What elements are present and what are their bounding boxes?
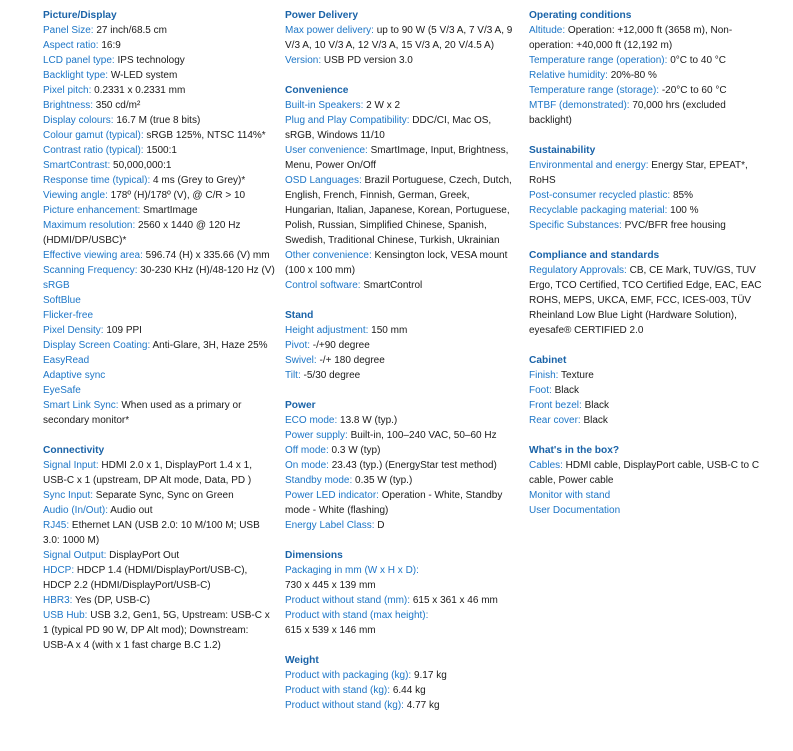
spec-value: CB, CE Mark, TUV/GS, TUV Ergo, TCO Certified, TCO Certified Edge, EAC, EAC ROHS, MEPS, UKCA, EMF, FCC, ICES-003, TÜV Rheinland Low Blue Light (Hardware Solution), eyesafe® CERTIFIED 2.0: [529, 265, 762, 336]
spec-value: Anti-Glare, 3H, Haze 25%: [150, 340, 268, 351]
section-dimensions: [285, 548, 519, 638]
spec-label: Standby mode:: [285, 475, 353, 486]
spec-value: 16:9: [98, 40, 121, 51]
section-heading: Sustainability: [529, 145, 596, 156]
spec-row: [285, 683, 519, 698]
spec-row: [285, 608, 519, 623]
column-left: [43, 8, 275, 668]
spec-label: Brightness:: [43, 100, 94, 111]
spec-value: USB 3.2, Gen1, 5G, Upstream: USB-C x 1 (typical PD 90 W, DP Alt mod); Downstream: USB-A x 4 (with x 1 fast charge B.C 1.2): [43, 610, 270, 651]
spec-value: Black: [581, 400, 610, 411]
spec-value: 2560 x 1440 @ 120 Hz (HDMI/DP/USBC)*: [43, 220, 241, 246]
spec-row: [529, 203, 769, 218]
spec-row: [285, 23, 519, 53]
spec-label: sRGB: [43, 280, 70, 291]
spec-row: [43, 368, 275, 383]
spec-row: [43, 458, 275, 488]
spec-label: Monitor with stand: [529, 490, 611, 501]
spec-value: Audio out: [108, 505, 153, 516]
spec-row: [285, 428, 519, 443]
spec-label: HDCP:: [43, 565, 75, 576]
spec-value: Energy Star, EPEAT*, RoHS: [529, 160, 748, 186]
spec-value: HDMI 2.0 x 1, DisplayPort 1.4 x 1, USB-C x 1 (upstream, DP Alt mode, Data, PD ): [43, 460, 252, 486]
spec-label: Signal Output:: [43, 550, 107, 561]
section-stand: [285, 308, 519, 383]
spec-label: Product with stand (max height):: [285, 610, 429, 621]
spec-value: Black: [551, 385, 580, 396]
section-heading: Picture/Display: [43, 10, 117, 21]
section-heading: Dimensions: [285, 550, 343, 561]
section-weight: [285, 653, 519, 713]
spec-label: Flicker-free: [43, 310, 94, 321]
section-heading: Convenience: [285, 85, 349, 96]
column-right: [529, 8, 769, 533]
spec-row: [43, 128, 275, 143]
spec-label: Response time (typical):: [43, 175, 151, 186]
spec-label: Picture enhancement:: [43, 205, 141, 216]
spec-value: -/+ 180 degree: [316, 355, 385, 366]
spec-label: Finish:: [529, 370, 559, 381]
spec-row: [285, 53, 519, 68]
spec-label: Display Screen Coating:: [43, 340, 151, 351]
spec-row: [43, 248, 275, 263]
spec-label: Packaging in mm (W x H x D):: [285, 565, 419, 576]
spec-row: [285, 443, 519, 458]
spec-value: When used as a primary or secondary monitor*: [43, 400, 242, 426]
section-heading: What's in the box?: [529, 445, 620, 456]
spec-label: Control software:: [285, 280, 361, 291]
spec-label: Audio (In/Out):: [43, 505, 109, 516]
spec-row: [529, 488, 769, 503]
spec-row: [529, 158, 769, 188]
spec-value: D: [374, 520, 385, 531]
spec-row: [529, 503, 769, 518]
spec-value: 0.2331 x 0.2331 mm: [91, 85, 186, 96]
spec-row: [43, 83, 275, 98]
spec-value: HDCP 1.4 (HDMI/DisplayPort/USB-C), HDCP 2.2 (HDMI/DisplayPort/USB-C): [43, 565, 248, 591]
spec-value: 30-230 KHz (H)/48-120 Hz (V): [137, 265, 275, 276]
spec-label: Effective viewing area:: [43, 250, 143, 261]
section-power: [285, 398, 519, 533]
spec-row: [43, 338, 275, 353]
spec-row: [43, 503, 275, 518]
spec-row: [43, 203, 275, 218]
spec-row: [529, 398, 769, 413]
spec-value: up to 90 W (5 V/3 A, 7 V/3 A, 9 V/3 A, 10 V/3 A, 12 V/3 A, 15 V/3 A, 20 V/4.5 A): [285, 25, 513, 51]
spec-value: -20°C to 60 °C: [659, 85, 727, 96]
section-heading: Compliance and standards: [529, 250, 660, 261]
spec-value: 350 cd/m²: [93, 100, 141, 111]
spec-value: SmartImage: [140, 205, 198, 216]
spec-row: [529, 188, 769, 203]
spec-label: Plug and Play Compatibility:: [285, 115, 410, 126]
spec-row: [285, 113, 519, 143]
spec-value: Black: [580, 415, 608, 426]
section-cabinet: [529, 353, 769, 428]
spec-value: DisplayPort Out: [106, 550, 180, 561]
spec-value: 4 ms (Grey to Grey)*: [150, 175, 246, 186]
spec-label: LCD panel type:: [43, 55, 115, 66]
spec-label: Smart Link Sync:: [43, 400, 119, 411]
spec-row: [43, 518, 275, 548]
spec-label: Foot:: [529, 385, 552, 396]
spec-label: Power supply:: [285, 430, 348, 441]
spec-value: Built-in, 100–240 VAC, 50–60 Hz: [347, 430, 497, 441]
spec-row: [529, 263, 769, 338]
spec-label: Product with stand (kg):: [285, 685, 391, 696]
spec-row: [43, 293, 275, 308]
spec-label: Recyclable packaging material:: [529, 205, 668, 216]
spec-row: [285, 278, 519, 293]
spec-row: [285, 698, 519, 713]
spec-label: OSD Languages:: [285, 175, 362, 186]
spec-label: Viewing angle:: [43, 190, 108, 201]
spec-value: -/+90 degree: [310, 340, 370, 351]
spec-value: 27 inch/68.5 cm: [93, 25, 167, 36]
spec-row: [43, 398, 275, 428]
spec-value: 13.8 W (typ.): [337, 415, 398, 426]
spec-label: User convenience:: [285, 145, 368, 156]
section-heading: Power Delivery: [285, 10, 359, 21]
spec-row: [285, 323, 519, 338]
spec-label: Relative humidity:: [529, 70, 608, 81]
section-heading: Cabinet: [529, 355, 567, 366]
spec-label: Pixel pitch:: [43, 85, 92, 96]
spec-label: Maximum resolution:: [43, 220, 136, 231]
spec-label: Rear cover:: [529, 415, 581, 426]
spec-label: Scanning Frequency:: [43, 265, 138, 276]
spec-label: Altitude:: [529, 25, 566, 36]
spec-value: 6.44 kg: [390, 685, 426, 696]
spec-value: Yes (DP, USB-C): [72, 595, 151, 606]
section-heading: Power: [285, 400, 316, 411]
spec-label: Specific Substances:: [529, 220, 622, 231]
spec-label: ECO mode:: [285, 415, 338, 426]
spec-label: Off mode:: [285, 445, 329, 456]
spec-value: SmartControl: [360, 280, 423, 291]
spec-row: [43, 308, 275, 323]
spec-row: [43, 113, 275, 128]
spec-value: 0°C to 40 °C: [667, 55, 727, 66]
section-connectivity: [43, 443, 275, 653]
spec-row: [43, 23, 275, 38]
spec-label: Colour gamut (typical):: [43, 130, 144, 141]
spec-row: [529, 98, 769, 128]
section-operating-conditions: [529, 8, 769, 128]
spec-row: [285, 518, 519, 533]
spec-row: [285, 173, 519, 248]
spec-row: [285, 248, 519, 278]
spec-label: HBR3:: [43, 595, 73, 606]
spec-row: [285, 473, 519, 488]
spec-label: SoftBlue: [43, 295, 81, 306]
spec-label: Adaptive sync: [43, 370, 106, 381]
spec-value: 109 PPI: [103, 325, 142, 336]
spec-label: Panel Size:: [43, 25, 94, 36]
spec-label: Energy Label Class:: [285, 520, 375, 531]
spec-label: Other convenience:: [285, 250, 372, 261]
spec-row: [43, 488, 275, 503]
spec-value: 4.77 kg: [403, 700, 440, 711]
spec-row: [43, 173, 275, 188]
spec-row: [43, 608, 275, 653]
spec-value: 615 x 539 x 146 mm: [285, 625, 376, 636]
spec-row: [529, 413, 769, 428]
spec-row: [529, 383, 769, 398]
section-heading: Weight: [285, 655, 319, 666]
spec-row: [285, 458, 519, 473]
spec-value: 9.17 kg: [411, 670, 447, 681]
spec-row: [285, 563, 519, 578]
spec-label: USB Hub:: [43, 610, 88, 621]
spec-value: Ethernet LAN (USB 2.0: 10 M/100 M; USB 3.0: 1000 M): [43, 520, 260, 546]
spec-value: Operation: +12,000 ft (3658 m), Non-operation: +40,000 ft (12,192 m): [529, 25, 733, 51]
spec-row: [285, 143, 519, 173]
spec-label: Sync Input:: [43, 490, 94, 501]
spec-label: EyeSafe: [43, 385, 81, 396]
spec-label: Regulatory Approvals:: [529, 265, 627, 276]
spec-row: [285, 413, 519, 428]
spec-value: 2 W x 2: [363, 100, 401, 111]
spec-row: [285, 353, 519, 368]
spec-row: [43, 548, 275, 563]
spec-value: 50,000,000:1: [110, 160, 172, 171]
spec-label: Built-in Speakers:: [285, 100, 364, 111]
spec-row: [43, 188, 275, 203]
spec-row: [43, 38, 275, 53]
spec-label: Backlight type:: [43, 70, 109, 81]
spec-label: Display colours:: [43, 115, 114, 126]
spec-value: Kensington lock, VESA mount (100 x 100 mm): [285, 250, 508, 276]
spec-label: RJ45:: [43, 520, 70, 531]
spec-row: [285, 668, 519, 683]
spec-value: 178º (H)/178º (V), @ C/R > 10: [107, 190, 246, 201]
spec-value: Operation - White, Standby mode - White (flashing): [285, 490, 503, 516]
spec-row: [43, 98, 275, 113]
spec-value: DDC/CI, Mac OS, sRGB, Windows 11/10: [285, 115, 492, 141]
spec-row: [43, 53, 275, 68]
spec-label: On mode:: [285, 460, 329, 471]
spec-label: Environmental and energy:: [529, 160, 649, 171]
spec-row: [285, 368, 519, 383]
spec-value: 23.43 (typ.) (EnergyStar test method): [328, 460, 497, 471]
section-power-delivery: [285, 8, 519, 68]
spec-label: Contrast ratio (typical):: [43, 145, 144, 156]
spec-label: Signal Input:: [43, 460, 99, 471]
spec-row: [43, 353, 275, 368]
spec-row: [285, 98, 519, 113]
section-picture-display: [43, 8, 275, 428]
spec-label: Power LED indicator:: [285, 490, 379, 501]
spec-label: Swivel:: [285, 355, 317, 366]
spec-row: [285, 488, 519, 518]
spec-row: [43, 263, 275, 278]
spec-row: [43, 563, 275, 593]
spec-value: Separate Sync, Sync on Green: [93, 490, 234, 501]
spec-row: [43, 158, 275, 173]
spec-value: 85%: [670, 190, 693, 201]
spec-value: sRGB 125%, NTSC 114%*: [143, 130, 266, 141]
spec-label: Pivot:: [285, 340, 311, 351]
spec-row: [43, 68, 275, 83]
spec-label: Version:: [285, 55, 322, 66]
spec-row: [43, 278, 275, 293]
spec-value: 1500:1: [143, 145, 177, 156]
section-heading: Operating conditions: [529, 10, 632, 21]
spec-row: [43, 383, 275, 398]
spec-row: [43, 143, 275, 158]
spec-label: Tilt:: [285, 370, 301, 381]
spec-value: HDMI cable, DisplayPort cable, USB-C to C cable, Power cable: [529, 460, 760, 486]
spec-value: Brazil Portuguese, Czech, Dutch, English, French, Finnish, German, Greek, Hungarian, Italian, Japanese, Korean, Portuguese, Polish, Russian, Simplified Chinese, Spanish, Swedish, Traditional Chinese, Turkish, Ukrainian: [285, 175, 512, 246]
spec-value: 16.7 M (true 8 bits): [113, 115, 201, 126]
spec-value: SmartImage, Input, Brightness, Menu, Power On/Off: [285, 145, 509, 171]
spec-value: 730 x 445 x 139 mm: [285, 580, 376, 591]
section-sustainability: [529, 143, 769, 233]
spec-value: W-LED system: [108, 70, 178, 81]
spec-row: [285, 593, 519, 608]
spec-row: [529, 368, 769, 383]
spec-row: [285, 338, 519, 353]
spec-value: 596.74 (H) x 335.66 (V) mm: [142, 250, 270, 261]
spec-value: Texture: [558, 370, 594, 381]
section-compliance-and-standards: [529, 248, 769, 338]
spec-label: Product with packaging (kg):: [285, 670, 412, 681]
spec-label: Temperature range (storage):: [529, 85, 660, 96]
spec-row: [529, 83, 769, 98]
spec-row: [529, 458, 769, 488]
spec-value: 70,000 hrs (excluded backlight): [529, 100, 726, 126]
spec-label: Height adjustment:: [285, 325, 369, 336]
spec-value: USB PD version 3.0: [321, 55, 413, 66]
spec-label: MTBF (demonstrated):: [529, 100, 630, 111]
spec-label: Post-consumer recycled plastic:: [529, 190, 671, 201]
spec-value: PVC/BFR free housing: [621, 220, 726, 231]
spec-row: [529, 68, 769, 83]
spec-value: 150 mm: [368, 325, 408, 336]
spec-row: [43, 593, 275, 608]
spec-value: IPS technology: [114, 55, 185, 66]
spec-label: Max power delivery:: [285, 25, 374, 36]
spec-label: Cables:: [529, 460, 563, 471]
spec-value: 0.3 W (typ): [328, 445, 381, 456]
spec-row: [43, 218, 275, 248]
spec-label: Temperature range (operation):: [529, 55, 668, 66]
spec-label: SmartContrast:: [43, 160, 111, 171]
spec-value: 20%-80 %: [607, 70, 657, 81]
column-middle: [285, 8, 519, 728]
spec-label: Product without stand (kg):: [285, 700, 404, 711]
section-heading: Stand: [285, 310, 314, 321]
spec-value: 615 x 361 x 46 mm: [410, 595, 498, 606]
spec-value: 0.35 W (typ.): [352, 475, 413, 486]
spec-value: -5/30 degree: [300, 370, 361, 381]
spec-label: Front bezel:: [529, 400, 582, 411]
spec-row: [43, 323, 275, 338]
spec-label: Pixel Density:: [43, 325, 104, 336]
spec-row: [529, 218, 769, 233]
spec-label: EasyRead: [43, 355, 90, 366]
spec-label: Aspect ratio:: [43, 40, 99, 51]
spec-label: Product without stand (mm):: [285, 595, 411, 606]
section-what-s-in-the-box: [529, 443, 769, 518]
spec-row: [529, 53, 769, 68]
section-convenience: [285, 83, 519, 293]
spec-label: User Documentation: [529, 505, 621, 516]
spec-row: [529, 23, 769, 53]
spec-value: 100 %: [667, 205, 699, 216]
section-heading: Connectivity: [43, 445, 105, 456]
